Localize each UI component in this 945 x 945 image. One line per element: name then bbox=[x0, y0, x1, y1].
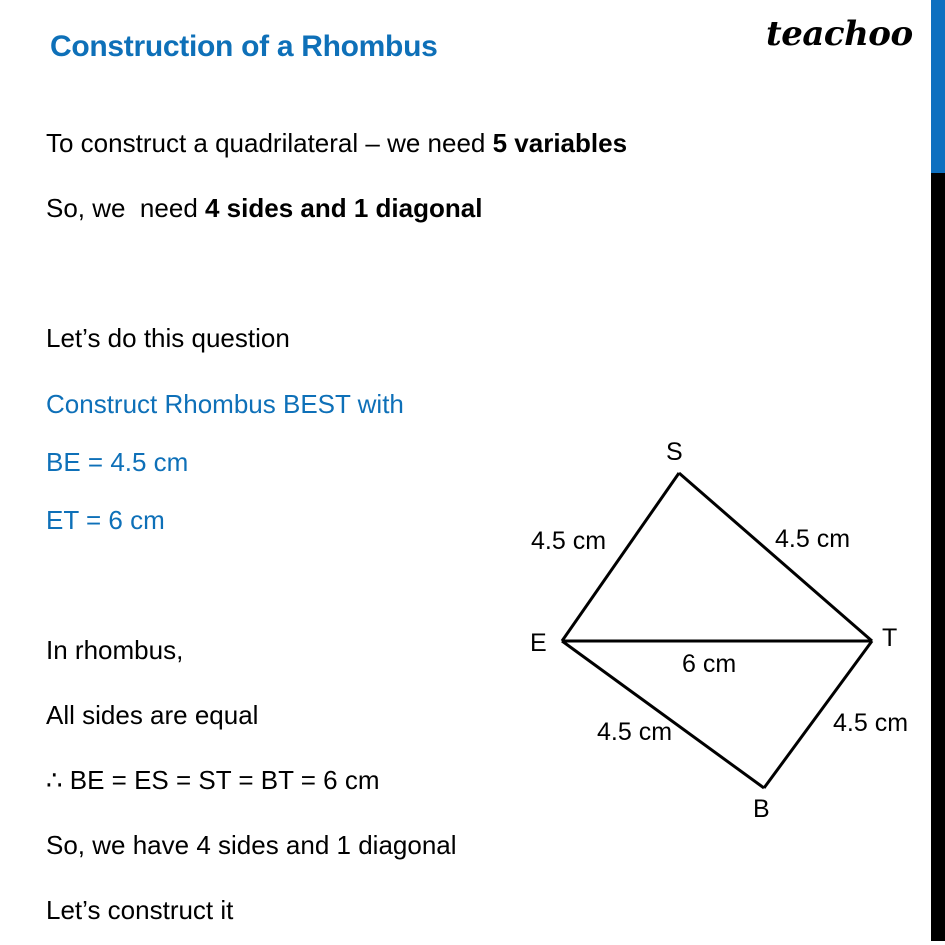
intro-line-1-text: To construct a quadrilateral – we need bbox=[46, 128, 493, 158]
vertex-label-e: E bbox=[530, 629, 547, 657]
question-statement: Construct Rhombus BEST with bbox=[46, 389, 404, 419]
slide-title: Construction of a Rhombus bbox=[50, 30, 438, 63]
side-es bbox=[562, 473, 679, 641]
intro-line-2-bold: 4 sides and 1 diagonal bbox=[205, 193, 483, 223]
reasoning-line-1: In rhombus, bbox=[46, 635, 184, 665]
label-et: 6 cm bbox=[682, 650, 737, 678]
reasoning-line-4: So, we have 4 sides and 1 diagonal bbox=[46, 830, 457, 860]
question-given-be: BE = 4.5 cm bbox=[46, 447, 189, 477]
question-given-et: ET = 6 cm bbox=[46, 505, 165, 535]
intro-line-1 bbox=[46, 128, 627, 158]
side-bar-accent-black bbox=[931, 173, 945, 941]
side-st bbox=[679, 473, 872, 641]
vertex-label-t: T bbox=[882, 624, 898, 652]
label-bt: 4.5 cm bbox=[833, 709, 909, 737]
reasoning-line-5: Let’s construct it bbox=[46, 895, 234, 925]
intro-line-2-text: So, we need bbox=[46, 193, 205, 223]
intro-line-2 bbox=[46, 193, 482, 223]
intro-line-1-bold: 5 variables bbox=[492, 128, 628, 158]
reasoning-line-3: ∴ BE = ES = ST = BT = 6 cm bbox=[46, 765, 380, 795]
side-bt bbox=[764, 641, 872, 788]
vertex-label-s: S bbox=[666, 438, 683, 466]
vertex-label-b: B bbox=[753, 795, 770, 823]
label-es: 4.5 cm bbox=[531, 527, 607, 555]
label-st: 4.5 cm bbox=[775, 525, 851, 553]
question-lead: Let’s do this question bbox=[46, 323, 290, 353]
label-eb: 4.5 cm bbox=[597, 718, 673, 746]
teachoo-logo: teachoo bbox=[766, 14, 913, 54]
side-eb bbox=[562, 641, 764, 788]
reasoning-line-2: All sides are equal bbox=[46, 700, 259, 730]
side-bar-accent-blue bbox=[931, 0, 945, 173]
